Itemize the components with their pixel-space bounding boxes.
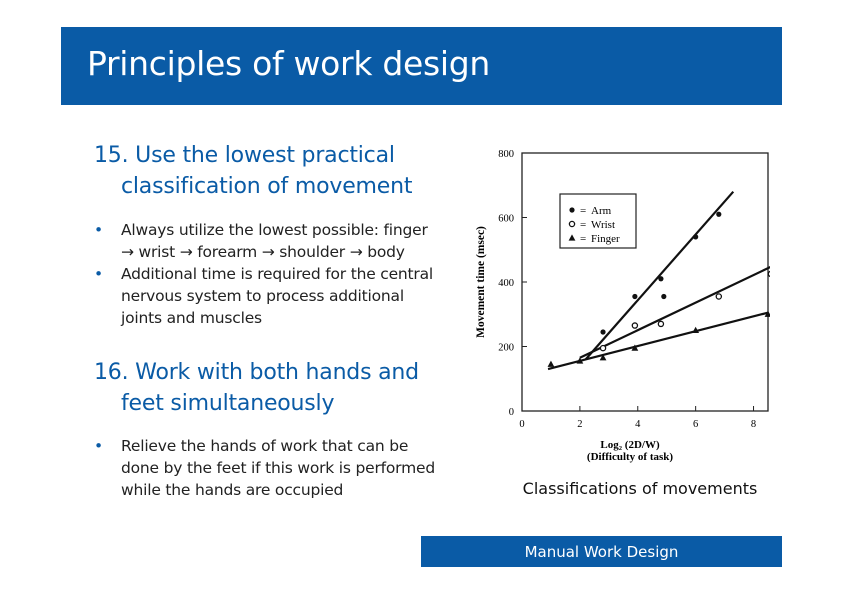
bullet-line: done by the feet if this work is performed bbox=[121, 459, 435, 477]
y-tick-label: 200 bbox=[498, 342, 514, 354]
footer-bar bbox=[421, 536, 782, 567]
x-tick-label: 8 bbox=[750, 419, 757, 430]
x-tick-label: 6 bbox=[693, 419, 699, 430]
footer-label: Manual Work Design bbox=[524, 543, 679, 561]
slide-title: Principles of work design bbox=[87, 44, 491, 83]
arm-data-point bbox=[716, 212, 721, 217]
wrist-data-point bbox=[600, 346, 605, 351]
section-16-heading-line2: feet simultaneously bbox=[121, 391, 335, 416]
bullet-item bbox=[94, 219, 433, 263]
bullet-line: joints and muscles bbox=[121, 309, 262, 327]
wrist-legend-dash: = bbox=[580, 219, 587, 231]
x-tick-label: 0 bbox=[519, 419, 525, 430]
arm-data-point bbox=[600, 329, 605, 334]
arm-data-point bbox=[658, 276, 663, 281]
movement-time-chart bbox=[470, 140, 770, 470]
section-15-heading-line1: 15. Use the lowest practical bbox=[94, 143, 395, 168]
y-axis-label: Movement time (msec) bbox=[475, 226, 487, 338]
bullet-icon: • bbox=[94, 221, 103, 239]
bullet-item bbox=[94, 435, 435, 501]
section-15-bullets bbox=[94, 219, 433, 329]
y-tick-label: 600 bbox=[498, 213, 514, 225]
bullet-icon: • bbox=[94, 437, 103, 455]
bullet-line: while the hands are occupied bbox=[121, 481, 344, 499]
chart-legend bbox=[560, 194, 636, 248]
wrist-data-point bbox=[768, 271, 770, 276]
bullet-line: nervous system to process additional bbox=[121, 287, 404, 305]
title-bar bbox=[61, 27, 782, 105]
y-tick-label: 0 bbox=[508, 407, 514, 418]
plot-frame bbox=[522, 153, 768, 411]
wrist-data-point bbox=[658, 321, 663, 326]
bullet-item bbox=[94, 263, 433, 329]
y-tick-label: 400 bbox=[498, 278, 514, 289]
bullet-line: Additional time is required for the central bbox=[121, 265, 434, 283]
x-tick-label: 2 bbox=[577, 419, 583, 430]
arm-data-point bbox=[632, 294, 637, 299]
section-15-heading-line2: classification of movement bbox=[121, 174, 413, 199]
x-axis-label: Log₂ (2D/W) bbox=[600, 439, 660, 451]
wrist-legend-marker bbox=[569, 221, 574, 226]
wrist-fit-line bbox=[580, 263, 770, 358]
x-axis bbox=[519, 406, 756, 430]
x-tick-label: 4 bbox=[635, 419, 641, 430]
bullet-line: Relieve the hands of work that can be bbox=[121, 437, 409, 455]
finger-data-point bbox=[548, 361, 555, 367]
y-tick-label: 800 bbox=[498, 149, 514, 160]
arm-legend-dash: = bbox=[580, 205, 587, 217]
bullet-icon: • bbox=[94, 265, 103, 283]
bullet-line: Always utilize the lowest possible: finger bbox=[121, 221, 428, 239]
finger-legend-label: Finger bbox=[591, 233, 620, 245]
section-15-heading bbox=[94, 140, 412, 202]
arm-legend-label: Arm bbox=[591, 205, 612, 217]
bullet-line: → wrist → forearm → shoulder → body bbox=[121, 243, 405, 261]
section-16-heading-line1: 16. Work with both hands and bbox=[94, 360, 419, 385]
arm-data-point bbox=[693, 234, 698, 239]
arm-legend-marker bbox=[569, 207, 574, 212]
finger-legend-dash: = bbox=[580, 233, 587, 245]
x-axis-sublabel: (Difficulty of task) bbox=[586, 451, 674, 463]
wrist-legend-label: Wrist bbox=[591, 219, 615, 231]
wrist-data-point bbox=[632, 323, 637, 328]
section-16-heading bbox=[94, 357, 419, 419]
wrist-data-point bbox=[716, 294, 721, 299]
arm-data-point bbox=[661, 294, 666, 299]
y-axis bbox=[498, 149, 527, 418]
section-16-bullets bbox=[94, 435, 435, 501]
chart-caption: Classifications of movements bbox=[522, 479, 758, 498]
